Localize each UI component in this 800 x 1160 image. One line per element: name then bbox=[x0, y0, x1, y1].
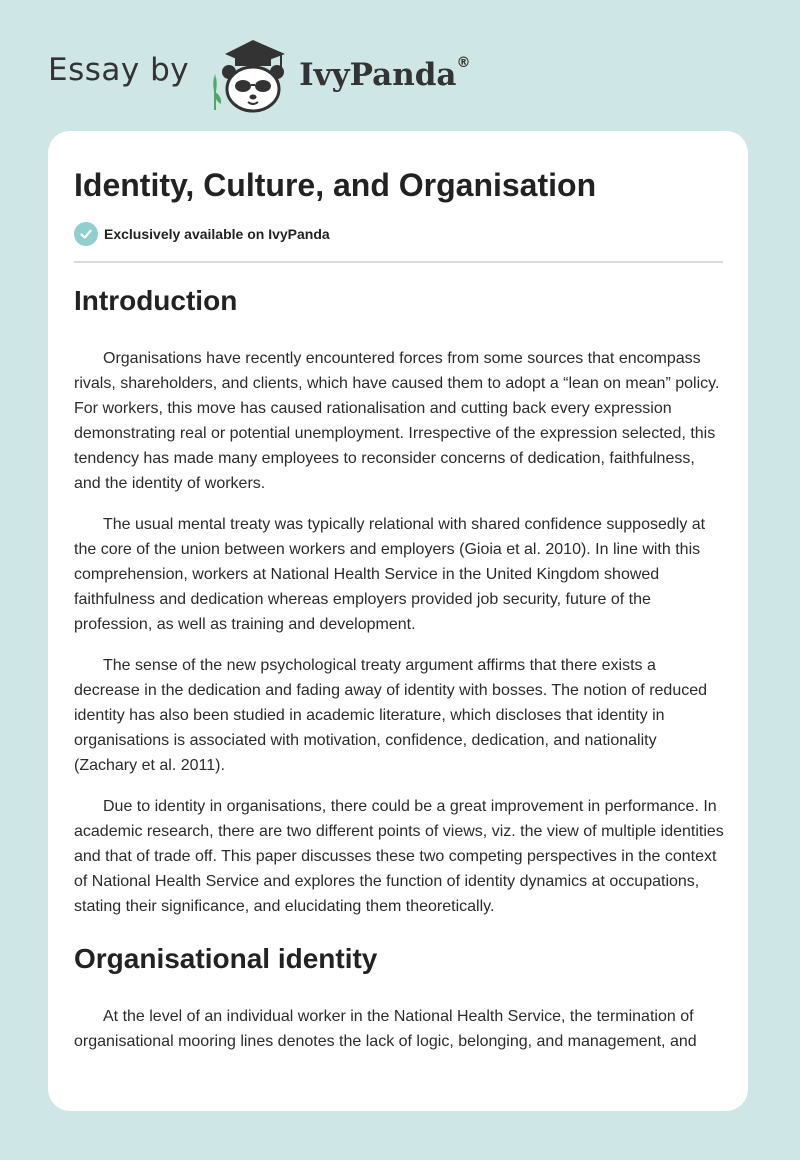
essay-card bbox=[48, 131, 748, 1111]
divider bbox=[74, 261, 723, 263]
paragraph: The usual mental treaty was typically relational with shared confidence supposedly at the core of the union between workers and employers (Gioia et al. 2010). In line with this comprehension, workers at National Health Service in the United Kingdom showed faithfulness and dedication whereas employers provided job security, future of the profession, as well as training and development. bbox=[74, 516, 706, 633]
exclusive-badge bbox=[74, 222, 330, 246]
panda-graduate-icon[interactable] bbox=[205, 34, 297, 114]
section-heading: Introduction bbox=[74, 285, 238, 316]
check-icon bbox=[74, 222, 98, 246]
paragraph: Organisations have recently encountered forces from some sources that encompass rivals, shareholders, and clients, which have caused them to adopt a “lean on mean” policy. For workers, this move has caused rationalisation and cutting back every expression demonstrating real or potential unemployment. Irrespective of the expression selected, this tendency has made many employees to reconsider concerns of dedication, faithfulness, and the identity of workers. bbox=[74, 350, 720, 492]
section-heading: Organisational identity bbox=[74, 943, 378, 974]
section-introduction bbox=[74, 283, 724, 919]
essay-by-label: Essay by bbox=[48, 52, 190, 88]
section-organisational-identity bbox=[74, 941, 724, 1054]
registered-mark: ® bbox=[456, 55, 471, 71]
exclusive-label: Exclusively available on IvyPanda bbox=[104, 226, 330, 242]
paragraph: Due to identity in organisations, there could be a great improvement in performance. In academic research, there are two different points of views, viz. the view of multiple identities and that of trade off. This paper discusses these two competing perspectives in the context of National Health Service and explores the function of identity dynamics at occupations, stating their significance, and elucidating them theoretically. bbox=[74, 798, 724, 915]
paragraph: At the level of an individual worker in the National Health Service, the termination of organisational mooring lines denotes the lack of logic, belonging, and management, and bbox=[74, 1008, 697, 1050]
brand-text: IvyPanda bbox=[299, 57, 457, 93]
paragraph: The sense of the new psychological treaty argument affirms that there exists a decrease in the dedication and fading away of identity with bosses. The notion of reduced identity has also been studied in academic literature, which discloses that identity in organisations is associated with motivation, confidence, dedication, and nationality (Zachary et al. 2011). bbox=[74, 657, 708, 774]
article-body bbox=[74, 283, 724, 1070]
brand-name[interactable] bbox=[299, 57, 470, 93]
page-title: Identity, Culture, and Organisation bbox=[74, 167, 597, 203]
site-header bbox=[48, 34, 471, 114]
